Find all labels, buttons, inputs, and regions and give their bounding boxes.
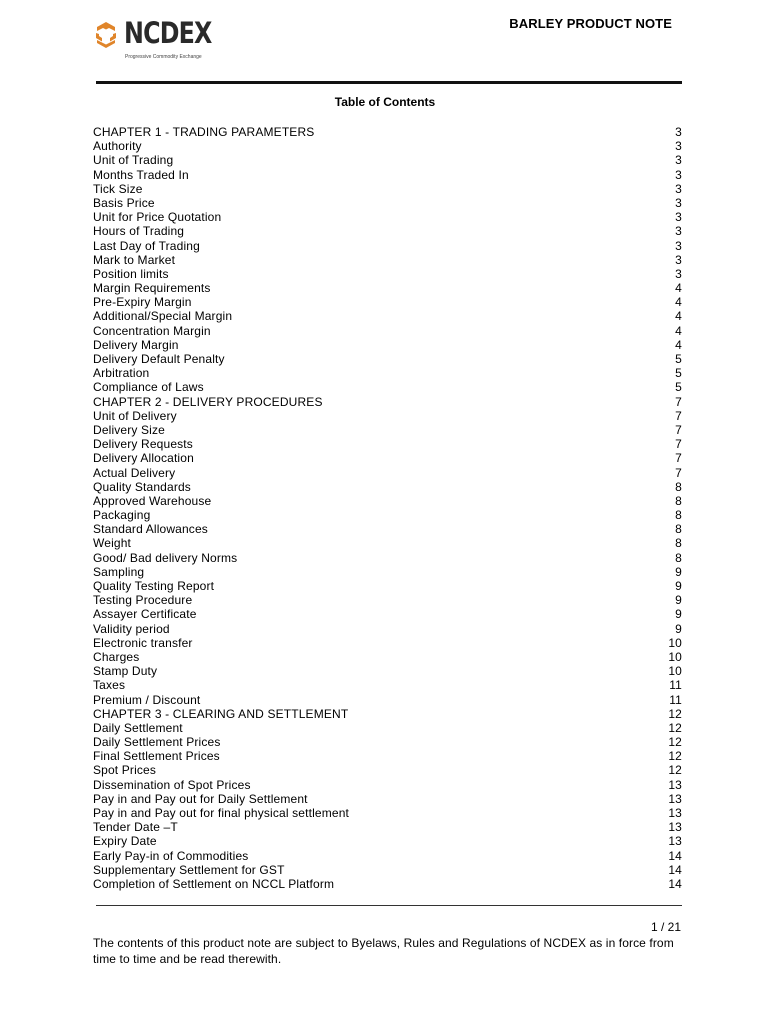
toc-entry-page: 3 bbox=[675, 195, 682, 210]
toc-entry-page: 13 bbox=[668, 834, 682, 849]
toc-entry[interactable] bbox=[93, 423, 683, 437]
toc-entry[interactable] bbox=[93, 593, 683, 607]
toc-entry[interactable] bbox=[93, 877, 683, 891]
toc-entry[interactable] bbox=[93, 565, 683, 579]
toc-entry-page: 3 bbox=[675, 153, 682, 168]
toc-entry[interactable] bbox=[93, 395, 683, 409]
toc-entry-page: 13 bbox=[668, 806, 682, 820]
toc-entry-page: 3 bbox=[675, 238, 682, 253]
toc-entry[interactable] bbox=[93, 409, 683, 423]
toc-title: Table of Contents bbox=[334, 95, 436, 109]
document-title: BARLEY PRODUCT NOTE bbox=[509, 16, 672, 31]
toc-entry[interactable] bbox=[93, 508, 683, 522]
toc-entry-page: 9 bbox=[675, 621, 682, 636]
toc-entry-page: 8 bbox=[675, 493, 682, 508]
toc-entry[interactable] bbox=[93, 849, 683, 863]
ncdex-logo bbox=[94, 16, 214, 64]
toc-entry-page: 12 bbox=[668, 749, 682, 764]
toc-entry-page: 10 bbox=[668, 649, 682, 664]
toc-entry-page: 3 bbox=[675, 139, 682, 154]
toc-entry-label: Margin Requirements bbox=[93, 281, 211, 296]
toc-entry[interactable] bbox=[93, 480, 683, 494]
toc-entry-page: 5 bbox=[675, 352, 682, 366]
table-of-contents bbox=[93, 125, 683, 891]
toc-entry[interactable] bbox=[93, 778, 683, 792]
toc-entry-page: 11 bbox=[669, 692, 682, 707]
toc-entry-label: Approved Warehouse bbox=[93, 493, 212, 508]
toc-entry[interactable] bbox=[93, 324, 683, 338]
toc-entry-label: Delivery Allocation bbox=[93, 451, 194, 466]
toc-entry[interactable] bbox=[93, 380, 683, 394]
toc-entry-label: Taxes bbox=[93, 678, 126, 693]
toc-entry-label: Spot Prices bbox=[93, 763, 157, 778]
toc-entry[interactable] bbox=[93, 678, 683, 692]
toc-entry-label: Packaging bbox=[93, 508, 151, 523]
toc-entry[interactable] bbox=[93, 125, 683, 139]
toc-entry-page: 7 bbox=[675, 422, 682, 437]
toc-entry-page: 7 bbox=[675, 437, 682, 452]
toc-entry-page: 3 bbox=[675, 167, 682, 182]
toc-entry-page: 8 bbox=[675, 522, 682, 537]
toc-entry-label: Authority bbox=[93, 139, 142, 154]
toc-entry[interactable] bbox=[93, 579, 683, 593]
toc-entry-page: 8 bbox=[675, 479, 682, 494]
toc-entry[interactable] bbox=[93, 267, 683, 281]
toc-entry[interactable] bbox=[93, 281, 683, 295]
toc-entry-page: 4 bbox=[675, 281, 682, 296]
toc-entry-label: Additional/Special Margin bbox=[93, 309, 233, 324]
toc-entry-page: 9 bbox=[675, 564, 682, 579]
toc-entry-page: 3 bbox=[675, 224, 682, 239]
toc-entry[interactable] bbox=[93, 763, 683, 777]
toc-entry-label: Position limits bbox=[93, 266, 169, 281]
toc-entry-page: 4 bbox=[675, 309, 682, 324]
toc-entry[interactable] bbox=[93, 622, 683, 636]
toc-entry-label: Concentration Margin bbox=[93, 323, 211, 338]
toc-entry[interactable] bbox=[93, 735, 683, 749]
toc-entry-page: 10 bbox=[668, 635, 682, 650]
toc-entry-label: Dissemination of Spot Prices bbox=[93, 777, 251, 792]
toc-entry[interactable] bbox=[93, 309, 683, 323]
toc-entry[interactable] bbox=[93, 522, 683, 536]
toc-entry-page: 5 bbox=[675, 380, 682, 395]
toc-entry-label: Daily Settlement bbox=[93, 720, 183, 735]
toc-entry[interactable] bbox=[93, 607, 683, 621]
toc-entry-page: 13 bbox=[668, 777, 682, 792]
toc-entry-label: Arbitration bbox=[93, 366, 150, 381]
logo-wordmark: NCDEX bbox=[124, 16, 212, 50]
toc-entry-label: Daily Settlement Prices bbox=[93, 735, 221, 750]
toc-entry-label: CHAPTER 3 - CLEARING AND SETTLEMENT bbox=[93, 706, 349, 721]
toc-entry-label: Months Traded In bbox=[93, 167, 189, 182]
toc-entry[interactable] bbox=[93, 792, 683, 806]
toc-entry-label: Validity period bbox=[93, 621, 170, 636]
toc-entry-page: 8 bbox=[675, 508, 682, 523]
toc-entry-label: Compliance of Laws bbox=[93, 380, 204, 395]
toc-entry-label: Pre-Expiry Margin bbox=[93, 295, 192, 310]
toc-entry-page: 4 bbox=[675, 323, 682, 338]
toc-entry[interactable] bbox=[93, 153, 683, 167]
toc-entry[interactable] bbox=[93, 295, 683, 309]
toc-entry-label: Hours of Trading bbox=[93, 224, 185, 239]
toc-entry-label: Premium / Discount bbox=[93, 692, 201, 707]
toc-entry[interactable] bbox=[93, 196, 683, 210]
toc-entry-page: 3 bbox=[675, 252, 682, 267]
toc-entry-page: 12 bbox=[668, 706, 682, 721]
toc-entry-label: Testing Procedure bbox=[93, 593, 193, 608]
toc-entry-label: Unit of Delivery bbox=[93, 408, 177, 423]
toc-entry-label: Stamp Duty bbox=[93, 664, 158, 679]
header-divider bbox=[96, 81, 682, 84]
toc-entry-page: 7 bbox=[675, 394, 682, 409]
toc-entry[interactable] bbox=[93, 466, 683, 480]
toc-entry-page: 4 bbox=[675, 295, 682, 310]
page-indicator: 1 / 21 bbox=[650, 920, 681, 934]
toc-entry[interactable] bbox=[93, 820, 683, 834]
toc-entry-label: Tick Size bbox=[93, 181, 143, 196]
toc-entry-label: Last Day of Trading bbox=[93, 238, 200, 253]
toc-entry[interactable] bbox=[93, 253, 683, 267]
toc-entry[interactable] bbox=[93, 139, 683, 153]
toc-entry-label: Unit for Price Quotation bbox=[93, 210, 222, 225]
toc-entry-label: Electronic transfer bbox=[93, 635, 193, 650]
toc-entry-page: 9 bbox=[675, 579, 682, 593]
toc-entry-label: Quality Standards bbox=[93, 479, 191, 494]
toc-entry-page: 3 bbox=[675, 125, 682, 139]
toc-entry-label: Weight bbox=[93, 536, 132, 551]
toc-entry[interactable] bbox=[93, 494, 683, 508]
toc-entry[interactable] bbox=[93, 338, 683, 352]
toc-entry-label: Pay in and Pay out for Daily Settlement bbox=[93, 791, 308, 806]
toc-entry-page: 14 bbox=[668, 848, 682, 863]
toc-entry[interactable] bbox=[93, 437, 683, 451]
toc-entry-label: Supplementary Settlement for GST bbox=[93, 862, 285, 877]
toc-entry[interactable] bbox=[93, 224, 683, 238]
toc-entry-label: Actual Delivery bbox=[93, 465, 176, 480]
toc-entry-page: 3 bbox=[675, 266, 682, 281]
footer-disclaimer: The contents of this product note are subject to Byelaws, Rules and Regulations of NCDEX as in force from time to time and be read therewith. bbox=[93, 936, 674, 966]
toc-entry-label: CHAPTER 2 - DELIVERY PROCEDURES bbox=[93, 394, 323, 409]
toc-entry-label: Basis Price bbox=[93, 195, 155, 210]
toc-entry[interactable] bbox=[93, 182, 683, 196]
toc-entry-label: Standard Allowances bbox=[93, 522, 208, 537]
toc-entry-page: 12 bbox=[668, 735, 682, 750]
toc-entry-page: 7 bbox=[675, 451, 682, 466]
toc-entry-page: 3 bbox=[675, 210, 682, 225]
toc-entry-page: 10 bbox=[668, 664, 682, 679]
toc-entry-label: Delivery Margin bbox=[93, 337, 179, 352]
toc-entry[interactable] bbox=[93, 536, 683, 550]
toc-entry-label: Assayer Certificate bbox=[93, 607, 197, 622]
toc-entry[interactable] bbox=[93, 650, 683, 664]
toc-entry[interactable] bbox=[93, 834, 683, 848]
toc-entry-label: Charges bbox=[93, 649, 140, 664]
toc-entry[interactable] bbox=[93, 366, 683, 380]
toc-entry-page: 12 bbox=[668, 720, 682, 735]
toc-entry[interactable] bbox=[93, 693, 683, 707]
toc-entry-label: Quality Testing Report bbox=[93, 579, 215, 593]
toc-entry-page: 8 bbox=[675, 536, 682, 551]
toc-entry[interactable] bbox=[93, 352, 683, 366]
toc-entry-page: 5 bbox=[675, 366, 682, 381]
toc-entry-page: 8 bbox=[675, 550, 682, 565]
toc-entry-page: 7 bbox=[675, 465, 682, 480]
toc-entry[interactable] bbox=[93, 636, 683, 650]
toc-entry[interactable] bbox=[93, 664, 683, 678]
toc-entry[interactable] bbox=[93, 451, 683, 465]
toc-entry-label: Early Pay-in of Commodities bbox=[93, 848, 249, 863]
toc-entry-page: 9 bbox=[675, 607, 682, 622]
toc-entry-label: Pay in and Pay out for final physical settlement bbox=[93, 806, 350, 820]
toc-entry-label: Delivery Default Penalty bbox=[93, 352, 225, 366]
toc-entry-page: 4 bbox=[675, 337, 682, 352]
toc-entry[interactable] bbox=[93, 168, 683, 182]
toc-entry-label: Tender Date –T bbox=[93, 820, 178, 835]
toc-entry[interactable] bbox=[93, 239, 683, 253]
toc-entry-label: Unit of Trading bbox=[93, 153, 174, 168]
toc-entry-label: Sampling bbox=[93, 564, 145, 579]
toc-entry-label: Good/ Bad delivery Norms bbox=[93, 550, 238, 565]
toc-entry-page: 14 bbox=[668, 862, 682, 877]
toc-entry[interactable] bbox=[93, 749, 683, 763]
toc-entry-page: 12 bbox=[668, 763, 682, 778]
toc-entry-page: 3 bbox=[675, 181, 682, 196]
toc-entry-label: Final Settlement Prices bbox=[93, 749, 220, 764]
toc-entry[interactable] bbox=[93, 707, 683, 721]
toc-entry[interactable] bbox=[93, 806, 683, 820]
toc-entry-label: Delivery Size bbox=[93, 422, 165, 437]
toc-entry-page: 13 bbox=[668, 791, 682, 806]
logo-tagline: Progressive Commodity Exchange bbox=[125, 54, 202, 60]
toc-entry-page: 14 bbox=[668, 876, 682, 891]
toc-entry-label: CHAPTER 1 - TRADING PARAMETERS bbox=[93, 125, 315, 139]
toc-entry-page: 13 bbox=[668, 820, 682, 835]
toc-entry-page: 7 bbox=[675, 408, 682, 423]
toc-entry-page: 11 bbox=[669, 678, 682, 693]
footer-divider bbox=[96, 905, 682, 906]
toc-entry-label: Mark to Market bbox=[93, 252, 176, 267]
toc-entry[interactable] bbox=[93, 551, 683, 565]
toc-entry-page: 9 bbox=[675, 593, 682, 608]
toc-entry[interactable] bbox=[93, 863, 683, 877]
toc-entry-label: Expiry Date bbox=[93, 834, 157, 849]
toc-entry[interactable] bbox=[93, 210, 683, 224]
toc-entry[interactable] bbox=[93, 721, 683, 735]
toc-entry-label: Completion of Settlement on NCCL Platform bbox=[93, 876, 335, 891]
ncdex-hexagon-logo-icon bbox=[94, 21, 118, 49]
toc-entry-label: Delivery Requests bbox=[93, 437, 193, 452]
